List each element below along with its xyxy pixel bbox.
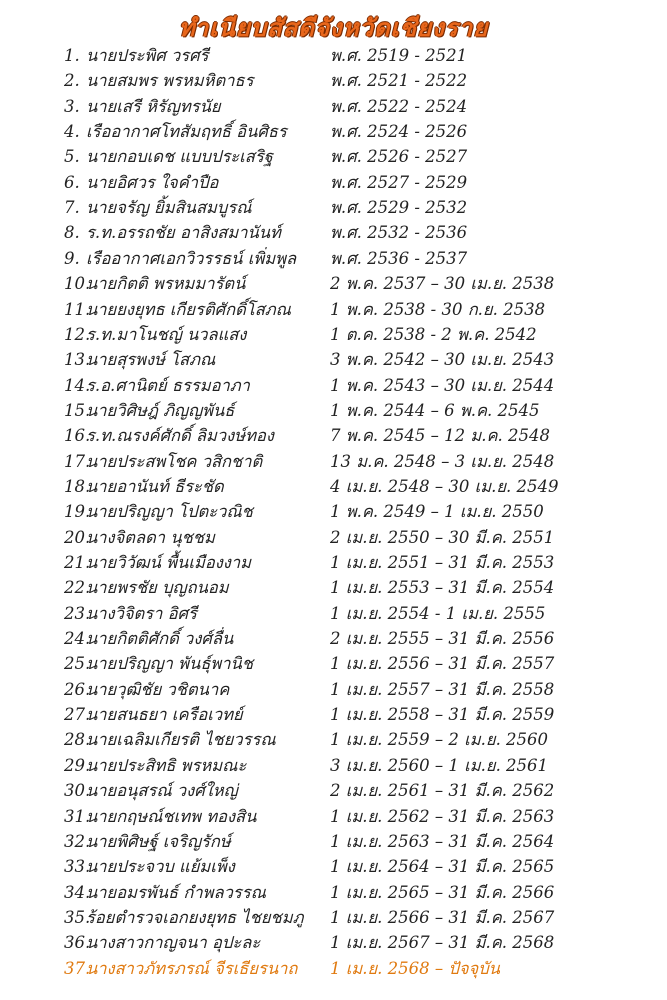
entry-name: นางสาวกาญจนา อุปะละ — [86, 933, 261, 953]
entry-name: นายอิศวร ใจคำปือ — [86, 172, 219, 192]
list-item — [0, 374, 667, 398]
entry-num: 13. — [64, 350, 91, 370]
entry-num: 12. — [64, 324, 91, 344]
list-item — [0, 576, 667, 600]
entry-name: ร้อยตำรวจเอกยงยุทธ ไชยชมภู — [86, 907, 304, 927]
entry-term: พ.ศ. 2521 - 2522 — [330, 71, 468, 91]
entry-num: 37. — [64, 958, 91, 978]
list-item — [0, 348, 667, 372]
list-item — [0, 323, 667, 347]
entry-name: นางจิตลดา นุชชม — [86, 527, 215, 547]
entry-num: 23. — [64, 603, 91, 623]
entry-name: นายวิศิษฎ์ ภิญญพันธ์ — [86, 400, 235, 420]
list-item — [0, 221, 667, 245]
entry-term: 2 เม.ย. 2550 – 30 มี.ค. 2551 — [330, 527, 555, 547]
entry-name: นายกิตติ พรหมมารัตน์ — [86, 274, 246, 294]
list-item — [0, 399, 667, 423]
entry-num: 17. — [64, 451, 91, 471]
entry-name: นายวุฒิชัย วชิตนาค — [86, 679, 230, 699]
entry-name: นายกอบเดช แบบประเสริฐ — [86, 147, 273, 167]
entry-term: 1 เม.ย. 2558 – 31 มี.ค. 2559 — [330, 705, 555, 725]
entry-name: เรืออากาศโทสัมฤทธิ์ อินศิธร — [86, 122, 287, 142]
entry-num: 15. — [64, 400, 91, 420]
entry-term: 1 ต.ค. 2538 - 2 พ.ค. 2542 — [330, 324, 537, 344]
list-item — [0, 526, 667, 550]
entry-num: 2. — [64, 71, 80, 91]
entry-name: นางสาวภัทรภรณ์ จีรเธียรนาถ — [86, 958, 298, 978]
entry-name: นายประจวบ แย้มเพ็ง — [86, 857, 235, 877]
list-item — [0, 703, 667, 727]
entry-name: นายพรชัย บุญถนอม — [86, 578, 229, 598]
entry-term: 4 เม.ย. 2548 – 30 เม.ย. 2549 — [330, 476, 559, 496]
entry-name: นายจรัญ ยิ้มสินสมบูรณ์ — [86, 198, 252, 218]
list-item — [0, 475, 667, 499]
entry-term: พ.ศ. 2519 - 2521 — [330, 46, 468, 65]
list-item — [0, 196, 667, 220]
entry-name: ร.ท.ณรงค์ศักดิ์ ลิมวงษ์ทอง — [86, 426, 274, 446]
entry-term: 1 พ.ค. 2544 – 6 พ.ค. 2545 — [330, 400, 540, 420]
list-item — [0, 424, 667, 448]
entry-name: ร.อ.ศานิตย์ ธรรมอาภา — [86, 375, 250, 395]
entry-name: นายเฉลิมเกียรติ ไชยวรรณ — [86, 730, 276, 750]
entry-name: นายวิวัฒน์ พื้นเมืองงาม — [86, 553, 252, 572]
list-item — [0, 95, 667, 119]
entry-term: 1 พ.ค. 2538 - 30 ก.ย. 2538 — [330, 299, 546, 319]
entry-num: 33. — [64, 857, 91, 877]
list-item — [0, 602, 667, 626]
entry-term: 1 เม.ย. 2564 – 31 มี.ค. 2565 — [330, 857, 555, 877]
list-item — [0, 957, 667, 981]
entry-num: 32. — [64, 831, 91, 851]
list-item — [0, 931, 667, 955]
entry-term: 1 เม.ย. 2556 – 31 มี.ค. 2557 — [330, 654, 555, 674]
entry-name: นางวิจิตรา อิศรี — [86, 603, 197, 623]
entry-term: 2 พ.ค. 2537 – 30 เม.ย. 2538 — [330, 274, 555, 294]
entry-num: 16. — [64, 426, 91, 446]
list-item — [0, 855, 667, 879]
entry-num: 4. — [64, 122, 80, 142]
entry-term: พ.ศ. 2522 - 2524 — [330, 96, 468, 116]
list-item — [0, 272, 667, 296]
entry-name: นายปริญญา พันธุ์พานิช — [86, 654, 254, 674]
list-item — [0, 69, 667, 93]
entry-term: พ.ศ. 2532 - 2536 — [330, 223, 468, 243]
list-item — [0, 805, 667, 829]
entry-term: 3 เม.ย. 2560 – 1 เม.ย. 2561 — [330, 755, 549, 775]
entry-name: นายอานันท์ ธีระชัด — [86, 476, 224, 496]
entry-name: นายกฤษณ์ชเทพ ทองสิน — [86, 806, 257, 826]
list-item — [0, 779, 667, 803]
entry-num: 31. — [64, 806, 91, 826]
entry-num: 25. — [64, 654, 91, 674]
list-item — [0, 120, 667, 144]
entry-name: เรืออากาศเอกวิวรรธน์ เพิ่มพูล — [86, 248, 297, 268]
entry-term: 3 พ.ค. 2542 – 30 เม.ย. 2543 — [330, 350, 555, 370]
entry-num: 7. — [64, 198, 80, 218]
entry-term: 1 พ.ค. 2543 – 30 เม.ย. 2544 — [330, 375, 555, 395]
entry-num: 36. — [64, 933, 91, 953]
entry-term: พ.ศ. 2526 - 2527 — [330, 147, 468, 167]
list-item — [0, 44, 667, 68]
entry-term: 1 เม.ย. 2557 – 31 มี.ค. 2558 — [330, 679, 555, 699]
entry-name: นายประสิทธิ พรหมณะ — [86, 755, 247, 775]
entry-term: 1 เม.ย. 2562 – 31 มี.ค. 2563 — [330, 806, 555, 826]
entry-num: 35. — [64, 907, 91, 927]
list-item — [0, 627, 667, 651]
entry-name: นายปริญญา โปตะวณิช — [86, 502, 253, 522]
entry-term: 13 ม.ค. 2548 – 3 เม.ย. 2548 — [330, 451, 555, 471]
entry-num: 30. — [64, 781, 91, 801]
entry-name: นายสุรพงษ์ โสภณ — [86, 350, 216, 370]
entry-term: พ.ศ. 2529 - 2532 — [330, 198, 468, 218]
entry-term: 1 พ.ค. 2549 – 1 เม.ย. 2550 — [330, 502, 544, 522]
entry-name: นายประสพโชค วสิกชาติ — [86, 451, 263, 471]
entry-term: 1 เม.ย. 2567 – 31 มี.ค. 2568 — [330, 933, 555, 953]
entry-num: 24. — [64, 629, 91, 649]
entry-num: 3. — [64, 96, 80, 116]
entry-term: 1 เม.ย. 2563 – 31 มี.ค. 2564 — [330, 831, 555, 851]
entry-num: 20. — [64, 527, 91, 547]
list-item — [0, 145, 667, 169]
entry-name: นายอมรพันธ์ กำพลวรรณ — [86, 882, 266, 902]
entry-term: 1 เม.ย. 2566 – 31 มี.ค. 2567 — [330, 907, 555, 927]
entry-name: นายกิตติศักดิ์ วงศ์ลื่น — [86, 629, 234, 649]
entry-num: 19. — [64, 502, 91, 522]
entry-term: พ.ศ. 2536 - 2537 — [330, 248, 468, 268]
list-item — [0, 881, 667, 905]
list-item — [0, 652, 667, 676]
entry-term: พ.ศ. 2527 - 2529 — [330, 172, 468, 192]
list-item — [0, 298, 667, 322]
list-item — [0, 450, 667, 474]
list-item — [0, 906, 667, 930]
list-item — [0, 678, 667, 702]
entry-num: 27. — [64, 705, 91, 725]
entry-name: นายอนุสรณ์ วงศ์ใหญ่ — [86, 781, 238, 801]
entry-term: 7 พ.ค. 2545 – 12 ม.ค. 2548 — [330, 426, 551, 446]
entry-name: นายประพิศ วรศรี — [86, 46, 209, 65]
entry-num: 6. — [64, 172, 80, 192]
entry-name: นายพิศิษฐ์ เจริญรักษ์ — [86, 831, 231, 851]
entry-num: 34. — [64, 882, 91, 902]
list-item — [0, 830, 667, 854]
list-item — [0, 754, 667, 778]
list-item — [0, 247, 667, 271]
entry-term: 1 เม.ย. 2559 – 2 เม.ย. 2560 — [330, 730, 549, 750]
entry-term: 1 เม.ย. 2551 – 31 มี.ค. 2553 — [330, 553, 555, 572]
entry-term: พ.ศ. 2524 - 2526 — [330, 122, 468, 142]
entry-num: 22. — [64, 578, 91, 598]
entry-term: 1 เม.ย. 2568 – ปัจจุบัน — [330, 958, 500, 978]
entry-name: นายเสรี หิรัญทรนัย — [86, 96, 221, 116]
entry-num: 8. — [64, 223, 80, 243]
entry-term: 1 เม.ย. 2554 - 1 เม.ย. 2555 — [330, 603, 546, 623]
entry-name: นายสมพร พรหมหิตาธร — [86, 71, 254, 91]
entry-name: นายสนธยา เครือเวทย์ — [86, 705, 243, 725]
entry-num: 21. — [64, 553, 91, 572]
list-item — [0, 171, 667, 195]
entry-num: 5. — [64, 147, 80, 167]
list-item — [0, 728, 667, 752]
entry-num: 29. — [64, 755, 91, 775]
entry-num: 9. — [64, 248, 80, 268]
entry-num: 28. — [64, 730, 91, 750]
entry-term: 2 เม.ย. 2555 – 31 มี.ค. 2556 — [330, 629, 555, 649]
entry-num: 10. — [64, 274, 91, 294]
entry-num: 14. — [64, 375, 91, 395]
entry-name: นายยงยุทธ เกียรติศักดิ์โสภณ — [86, 299, 291, 319]
entry-num: 1. — [64, 46, 80, 65]
page-title: ทำเนียบสัสดีจังหวัดเชียงราย — [178, 14, 489, 42]
entry-num: 18. — [64, 476, 91, 496]
entry-term: 1 เม.ย. 2553 – 31 มี.ค. 2554 — [330, 578, 555, 598]
list-item — [0, 551, 667, 575]
entry-name: ร.ท.มาโนชญ์ นวลแสง — [86, 324, 247, 344]
entry-term: 2 เม.ย. 2561 – 31 มี.ค. 2562 — [330, 781, 555, 801]
entry-term: 1 เม.ย. 2565 – 31 มี.ค. 2566 — [330, 882, 555, 902]
entry-num: 11. — [64, 299, 91, 319]
entry-name: ร.ท.อรรถชัย อาสิงสมานันท์ — [86, 223, 281, 243]
entry-num: 26. — [64, 679, 91, 699]
list-item — [0, 500, 667, 524]
